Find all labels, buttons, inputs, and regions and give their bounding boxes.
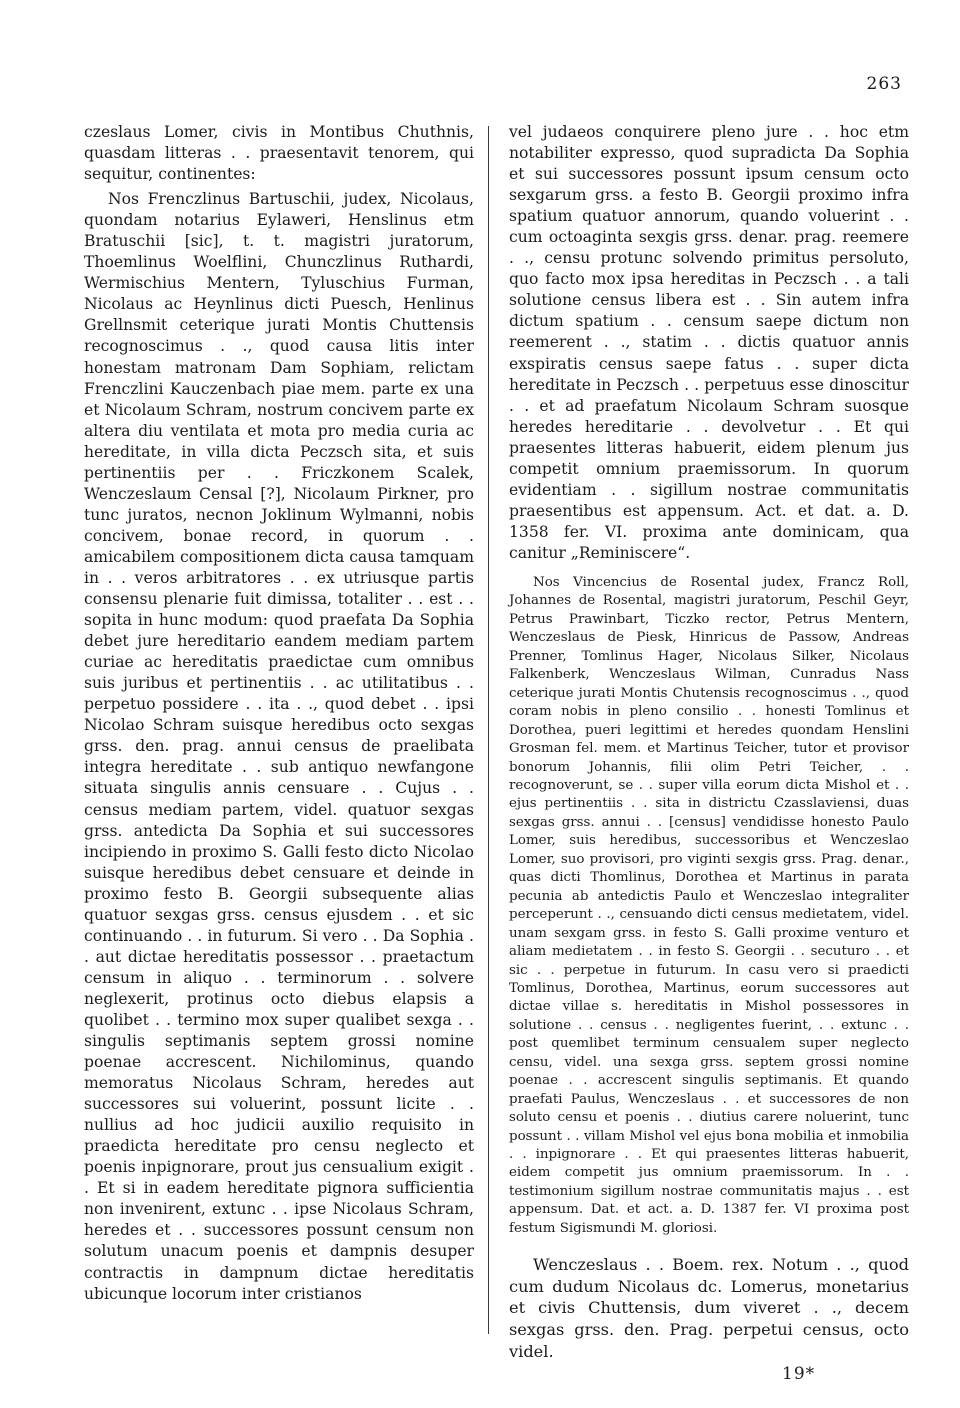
left-column: [84, 122, 474, 1305]
paragraph: Nos Frenczlinus Bartuschii, judex, Nicolaus, quondam notarius Eylaweri, Henslinus etm Bratuschii [sic], t. t. magistri juratorum, Thoemlinus Woelflini, Chunczlinus Ruthardi, Wermischius Mentern, Tyluschius Furman, Nicolaus ac Heynlinus dicti Puesch, Henlinus Grellnsmit ceterique jurati Montis Chuttensis recognoscimus . ., quod causa litis inter honestam matronam Dam Sophiam, relictam Frenczlini Kauczenbach piae mem. parte ex una et Nicolaum Schram, nostrum concivem parte ex altera diu ventilata et mota pro media curia ac hereditate, in villa dicta Peczsch sita, et suis pertinentiis per . . Friczkonem Scalek, Wenczeslaum Censal [?], Nicolaum Pirkner, pro tunc juratos, necnon Joklinum Wylmanni, nobis concivem, bonae record, in quorum . . amicabilem compositionem dicta causa tamquam in . . veros arbitratores . . ex utriusque partis consensu plenarie fuit dimissa, totaliter . . est . . sopita in hunc modum: quod praefata Da Sophia debet jure hereditario eandem mediam partem curiae ac hereditatis praedictae cum omnibus suis juribus et pertinentiis . . ac utilitatibus . . perpetuo possidere . . ita . ., quod debet . . ipsi Nicolao Schram suisque heredibus octo sexgas grss. den. prag. annui census de praelibata integra hereditate . . sub antiquo newfangone situata singulis annis censuare . . Cujus . . census mediam partem, videl. quatuor sexgas grss. antedicta Da Sophia et sui successores incipiendo in proximo S. Galli festo dicto Nicolao suisque heredibus debet censuare et deinde in proximo festo B. Georgii subsequente alias quatuor sexgas grss. census ejusdem . . et sic continuando . . in futurum. Si vero . . Da Sophia . . aut dictae hereditatis possessor . . praetactum censum in aliquo . . terminorum . . solvere neglexerit, protinus octo diebus elapsis a quolibet . . termino mox super qualibet sexga . . singulis septimanis septem grossi nomine poenae accrescent. Nichilominus, quando memoratus Nicolaus Schram, heredes aut successores sui voluerint, possunt licite . . nullius ad hoc judicii auxilio requisito in praedicta hereditate pro censu neglecto et poenis inpignorare, prout jus censualium exigit . . Et si in eadem hereditate pignora sufficientia non invenirent, extunc . . ipse Nicolaus Schram, heredes et . . successores possunt censum non solutum unacum poenis et dampnis desuper contractis in dampnum dictae hereditatis ubicunque locorum inter cristianos: [84, 190, 474, 1303]
right-column: [509, 122, 909, 1362]
column-divider: [488, 126, 489, 1334]
printer-signature: 19*: [782, 1364, 816, 1384]
paragraph: vel judaeos conquirere pleno jure . . hoc etm notabiliter expresso, quod supradicta Da Sophia et sui successores possunt ipsum censum octo sexgarum grss. a festo B. Georgii proximo infra spatium quatuor annorum, quando voluerint . . cum octoaginta sexgis grss. denar. prag. reemere . ., censu protunc solvendo primitus persoluto, quo facto mox ipsa hereditas in Peczsch . . a tali solutione census libera est . . Sin autem infra dictum spatium . . censum saepe dictum non reemerent . ., statim . . dictis quatuor annis exspiratis census saepe fatus . . super dicta hereditate in Peczsch . . perpetuus esse dinoscitur . . et ad praefatum Nicolaum Schram suosque heredes hereditarie . . devolvetur . . Et qui praesentes litteras habuerit, eidem plenum jus competit omnium praemissorum. In quorum evidentiam . . sigillum nostrae communitatis praesentibus est appensum. Act. et dat. a. D. 1358 fer. VI. proxima ante dominicam, qua canitur „Reminiscere“.: [509, 123, 909, 562]
paragraph: czeslaus Lomer, civis in Montibus Chuthnis, quasdam litteras . . praesentavit tenorem, qui sequitur, continentes:: [84, 123, 474, 184]
page-number: 263: [866, 74, 902, 94]
paragraph: Nos Vincencius de Rosental judex, Francz Roll, Johannes de Rosental, magistri juratorum, Peschil Geyr, Petrus Prawinbart, Ticzko rector, Petrus Mentern, Wenczeslaus de Piesk, Hinricus de Passow, Andreas Prenner, Tomlinus Hager, Nicolaus Silker, Nicolaus Falkenberk, Wenczeslaus Wilman, Cunradus Nass ceterique jurati Montis Chutensis recognoscimus . ., quod coram nobis in pleno consilio . . honesti Tomlinus et Dorothea, pueri legittimi et heredes quondam Henslini Grosman fel. mem. et Martinus Teicher, tutor et provisor bonorum Johannis, filii olim Petri Teicher, . . recognoverunt, se . . super villa eorum dicta Mishol et . . ejus pertinentiis . . sita in districtu Czasslaviensi, duas sexgas grss. annui . . [census] vendidisse honesto Paulo Lomer, suis heredibus, successoribus et Wenczeslao Lomer, suo provisori, pro viginti sexgis grss. Prag. denar., quas dicti Thomlinus, Dorothea et Martinus in parata pecunia ab antedictis Paulo et Wenczeslao integraliter perceperunt . ., censuando dicti census medietatem, videl. unam sexgam grss. in festo S. Galli proxime venturo et aliam medietatem . . in festo S. Georgii . . secuturo . . et sic . . perpetue in futurum. In casu vero si praedicti Tomlinus, Dorothea, Martinus, eorum successores aut dictae villae s. hereditatis in Mishol possessores in solutione . . census . . negligentes fuerint, . . extunc . . post quemlibet terminum censualem super neglecto censu, videl. una sexga grss. septem grossi nomine poenae . . accrescent singulis septimanis. Et quando praefati Paulus, Wenczeslaus . . et successores de non soluto censu et poenis . . diutius carere noluerint, tunc possunt . . villam Mishol vel ejus bona mobilia et inmobilia . . inpignorare . . Et qui praesentes litteras habuerit, eidem competit jus omnium praemissorum. In . . testimonium sigillum nostrae communitatis majus . . est appensum. Dat. et act. a. D. 1387 fer. VI proxima post festum Sigismundi M. gloriosi.: [509, 574, 909, 1236]
paragraph: Wenczeslaus . . Boem. rex. Notum . ., quod cum dudum Nicolaus dc. Lomerus, monetarius et civis Chuttensis, dum viveret . ., decem sexgas grss. den. Prag. perpetui census, octo videl.: [509, 1255, 909, 1361]
